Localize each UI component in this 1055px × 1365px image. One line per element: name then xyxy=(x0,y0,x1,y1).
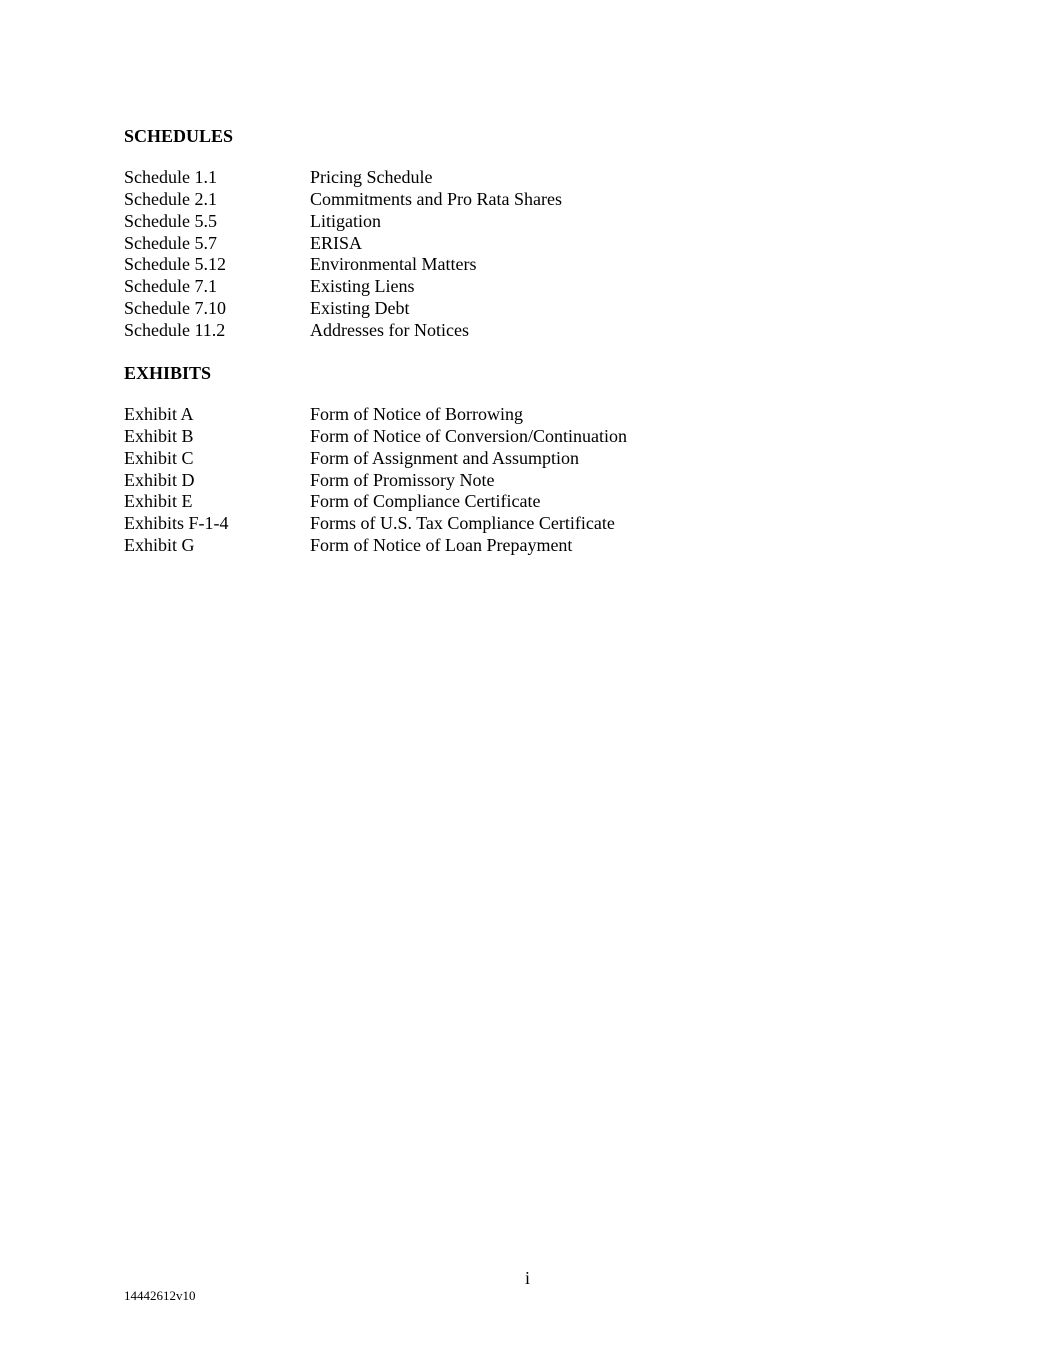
exhibits-heading: EXHIBITS xyxy=(124,363,212,383)
schedule-row xyxy=(124,167,562,189)
schedules-list xyxy=(124,167,562,342)
exhibit-row xyxy=(124,426,627,448)
page-number: i xyxy=(524,1268,530,1288)
schedule-title: ERISA xyxy=(310,232,363,253)
exhibit-row xyxy=(124,491,627,513)
schedule-title: Existing Liens xyxy=(310,276,415,297)
schedule-title: Addresses for Notices xyxy=(310,319,469,340)
exhibit-label: Exhibit E xyxy=(124,491,193,512)
exhibit-row xyxy=(124,535,627,557)
schedules-heading: SCHEDULES xyxy=(124,126,234,146)
exhibit-label: Exhibit C xyxy=(124,447,194,468)
exhibits-list xyxy=(124,404,627,557)
schedule-row xyxy=(124,211,562,233)
exhibit-label: Exhibit B xyxy=(124,425,194,446)
schedule-row xyxy=(124,254,562,276)
schedule-label: Schedule 5.12 xyxy=(124,254,226,275)
schedule-row xyxy=(124,298,562,320)
schedule-title: Pricing Schedule xyxy=(310,167,433,187)
exhibit-row xyxy=(124,513,627,535)
exhibit-title: Form of Promissory Note xyxy=(310,469,495,490)
schedule-label: Schedule 11.2 xyxy=(124,319,226,340)
exhibit-label: Exhibit G xyxy=(124,535,195,556)
schedule-label: Schedule 2.1 xyxy=(124,188,217,209)
schedule-label: Schedule 7.10 xyxy=(124,298,226,319)
exhibit-title: Form of Compliance Certificate xyxy=(310,491,541,512)
schedule-title: Environmental Matters xyxy=(310,254,477,275)
schedule-title: Existing Debt xyxy=(310,298,410,319)
exhibit-row xyxy=(124,448,627,470)
schedule-label: Schedule 5.7 xyxy=(124,232,217,253)
exhibit-title: Form of Assignment and Assumption xyxy=(310,447,580,468)
schedule-label: Schedule 1.1 xyxy=(124,167,217,187)
exhibit-title: Form of Notice of Borrowing xyxy=(310,404,523,424)
exhibit-row xyxy=(124,470,627,492)
schedule-row xyxy=(124,276,562,298)
schedule-title: Commitments and Pro Rata Shares xyxy=(310,188,562,209)
document-id: 14442612v10 xyxy=(124,1288,196,1303)
schedule-title: Litigation xyxy=(310,210,381,231)
schedule-label: Schedule 7.1 xyxy=(124,276,217,297)
schedule-row xyxy=(124,320,562,342)
schedule-row xyxy=(124,189,562,211)
schedule-label: Schedule 5.5 xyxy=(124,210,217,231)
exhibit-title: Form of Notice of Loan Prepayment xyxy=(310,535,573,556)
exhibit-title: Forms of U.S. Tax Compliance Certificate xyxy=(310,513,615,534)
exhibit-label: Exhibits F-1-4 xyxy=(124,513,229,534)
schedule-row xyxy=(124,233,562,255)
exhibit-label: Exhibit D xyxy=(124,469,195,490)
exhibit-row xyxy=(124,404,627,426)
exhibit-label: Exhibit A xyxy=(124,404,194,424)
exhibit-title: Form of Notice of Conversion/Continuation xyxy=(310,425,627,446)
